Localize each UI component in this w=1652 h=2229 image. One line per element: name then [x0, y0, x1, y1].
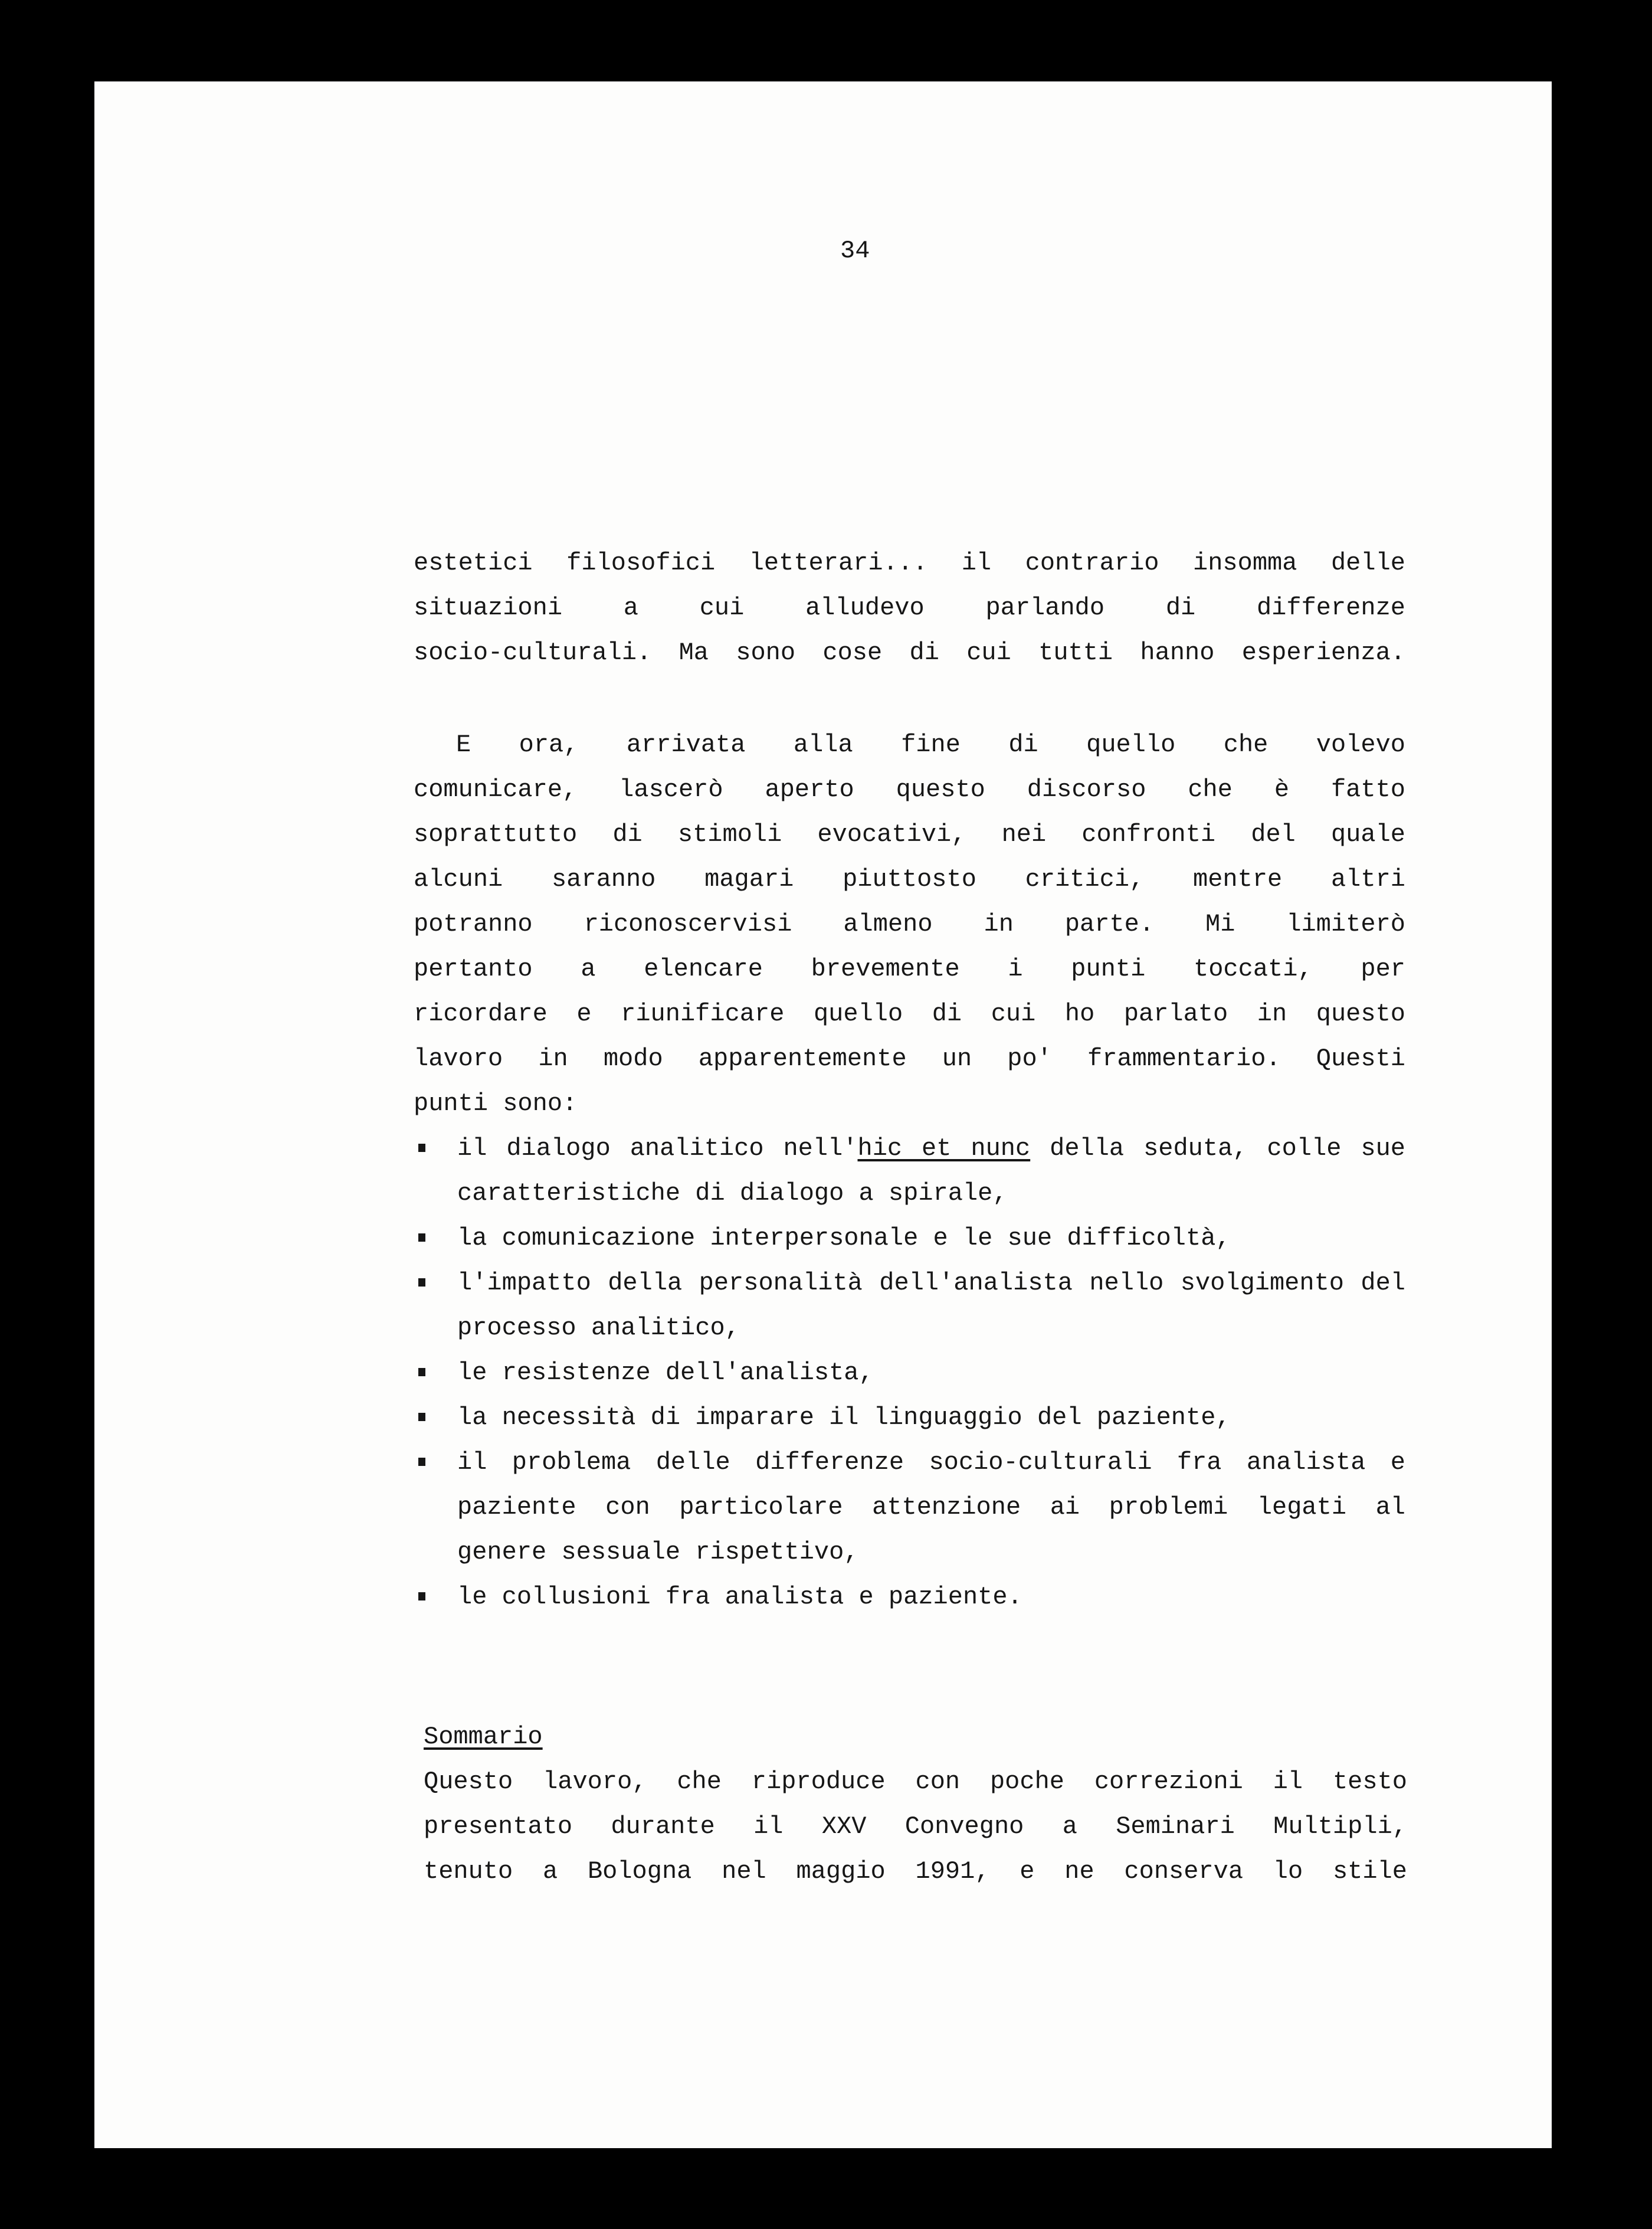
list-item-text: l'impatto della personalità dell'analista nello svolgimento del processo analitico, — [457, 1269, 1405, 1342]
text-line: potranno riconoscervisi almeno in parte. Mi limiterò — [414, 910, 1405, 938]
list-item — [414, 1216, 1405, 1261]
list-item — [414, 1350, 1405, 1395]
list-item-text: le collusioni fra analista e paziente. — [457, 1583, 1022, 1611]
text-line: lavoro in modo apparentemente un po' frammentario. Questi — [414, 1045, 1405, 1073]
underlined-term: hic et nunc — [857, 1134, 1031, 1163]
summary-section — [424, 1714, 1407, 1894]
bullet-icon — [418, 1368, 425, 1376]
document-page — [94, 81, 1552, 2148]
list-item-text: della seduta, colle sue caratteristiche di dialogo a spirale, — [457, 1134, 1405, 1207]
list-item — [414, 1126, 1405, 1216]
bullet-icon — [418, 1278, 425, 1287]
list-item-text: il dialogo analitico nell' — [457, 1134, 858, 1163]
text-line: tenuto a Bologna nel maggio 1991, e ne conserva lo stile — [424, 1857, 1407, 1886]
text-line: pertanto a elencare brevemente i punti toccati, per — [414, 955, 1405, 983]
text-line: Questo lavoro, che riproduce con poche correzioni il testo — [424, 1768, 1407, 1796]
text-line: E ora, arrivata alla fine di quello che volevo — [456, 731, 1405, 759]
text-line: soprattutto di stimoli evocativi, nei confronti del quale — [414, 820, 1405, 849]
bullet-icon — [418, 1233, 425, 1242]
list-item-text: la comunicazione interpersonale e le sue difficoltà, — [457, 1224, 1231, 1252]
text-line: socio-culturali. Ma sono cose di cui tutti hanno esperienza. — [414, 639, 1405, 667]
list-item — [414, 1261, 1405, 1350]
text-line: presentato durante il XXV Convegno a Seminari Multipli, — [424, 1812, 1407, 1841]
text-line: punti sono: — [414, 1089, 578, 1118]
bullet-icon — [418, 1144, 425, 1152]
bullet-icon — [418, 1458, 425, 1466]
page-number: 34 — [840, 237, 870, 265]
text-line: estetici filosofici letterari... il contrario insomma delle — [414, 549, 1405, 577]
list-item — [414, 1395, 1405, 1440]
points-list — [414, 1126, 1405, 1619]
list-item — [414, 1575, 1405, 1619]
text-line: ricordare e riunificare quello di cui ho parlato in questo — [414, 1000, 1405, 1028]
bullet-icon — [418, 1413, 425, 1421]
list-item-text: la necessità di imparare il linguaggio del paziente, — [457, 1403, 1231, 1432]
text-line: alcuni saranno magari piuttosto critici, mentre altri — [414, 865, 1405, 893]
list-item-text: le resistenze dell'analista, — [457, 1359, 874, 1387]
text-line: comunicare, lascerò aperto questo discorso che è fatto — [414, 775, 1405, 804]
list-item-text: il problema delle differenze socio-culturali fra analista e paziente con particolare attenzione ai problemi legati al genere sessuale rispettivo, — [457, 1448, 1405, 1566]
summary-heading: Sommario — [424, 1723, 543, 1751]
list-item — [414, 1440, 1405, 1575]
paragraph-closing-remarks — [414, 541, 1405, 675]
bullet-icon — [418, 1592, 425, 1600]
text-line: situazioni a cui alludevo parlando di differenze — [414, 594, 1405, 622]
paragraph-conclusion — [414, 722, 1405, 1126]
